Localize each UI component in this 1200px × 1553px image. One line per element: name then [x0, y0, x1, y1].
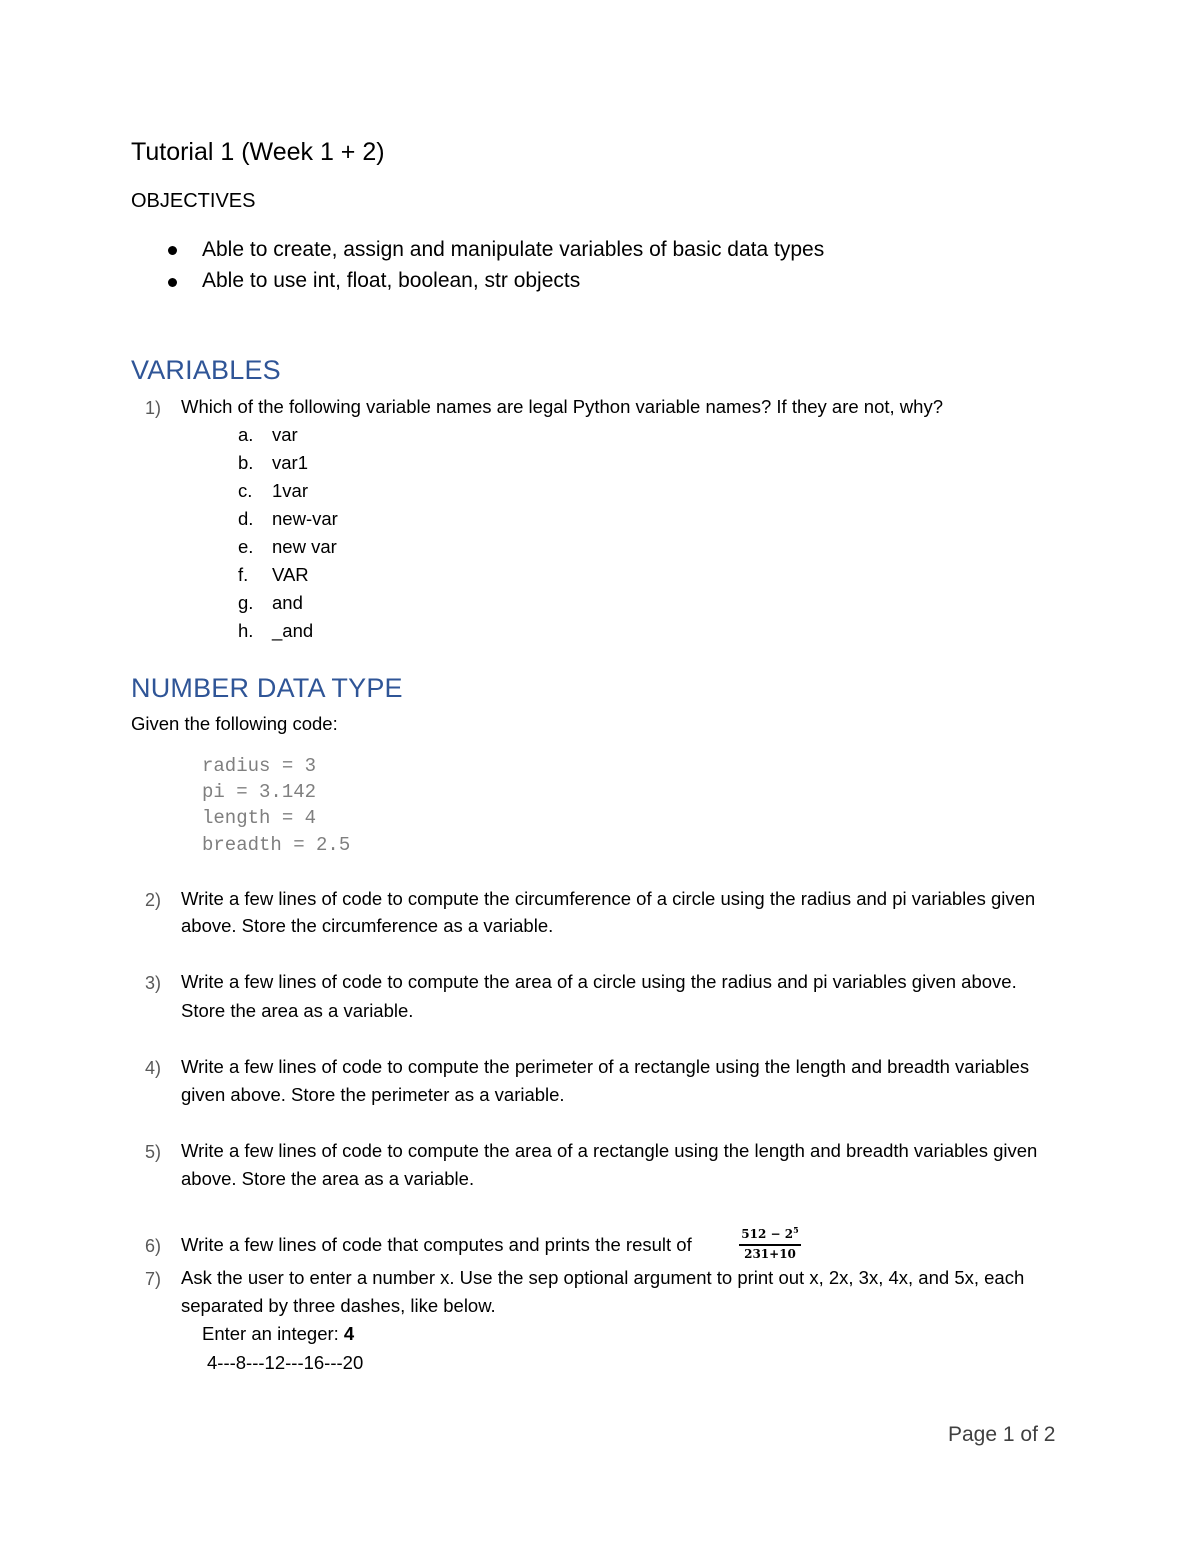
fraction-bar [739, 1244, 801, 1246]
list-item: new-var [272, 508, 338, 529]
question-text: Write a few lines of code to compute the circumference of a circle using the radius and pi variables given [181, 888, 1036, 909]
code-line: pi = 3.142 [202, 781, 317, 803]
list-item: var1 [272, 452, 308, 473]
question-text: Write a few lines of code to compute the perimeter of a rectangle using the length and breadth variables [181, 1056, 1030, 1077]
sample-prompt: Enter an integer: [202, 1323, 344, 1344]
bullet-icon [168, 246, 177, 255]
sample-output: 4---8---12---16---20 [207, 1352, 364, 1373]
question-text: above. Store the circumference as a variable. [181, 915, 554, 936]
question-text: Write a few lines of code to compute the area of a rectangle using the length and breadth variables given [181, 1140, 1038, 1161]
section-heading-variables: VARIABLES [131, 355, 281, 385]
question-text: Which of the following variable names are legal Python variable names? If they are not, why? [181, 396, 943, 417]
question-number: 3) [145, 973, 162, 993]
list-item-letter: d. [238, 508, 254, 529]
sample-input: 4 [343, 1323, 355, 1344]
question-text: Store the area as a variable. [181, 1000, 414, 1021]
question-text: given above. Store the perimeter as a variable. [181, 1084, 565, 1105]
question-number: 7) [145, 1269, 162, 1289]
objectives-heading: OBJECTIVES [131, 190, 256, 212]
code-line: breadth = 2.5 [202, 834, 351, 856]
code-line: radius = 3 [202, 755, 317, 777]
intro-text: Given the following code: [131, 713, 338, 734]
list-item-letter: h. [238, 620, 254, 641]
question-number: 6) [145, 1236, 162, 1256]
fraction-numerator [737, 1225, 803, 1241]
fraction-denominator: 231+10 [744, 1247, 796, 1261]
question-text: Write a few lines of code to compute the area of a circle using the radius and pi variables given above. [181, 971, 1017, 992]
list-item-letter: f. [238, 564, 249, 585]
question-text: Ask the user to enter a number x. Use the sep optional argument to print out x, 2x, 3x, 4x, and 5x, each [181, 1267, 1025, 1288]
list-item-letter: e. [238, 536, 254, 557]
bullet-icon [168, 278, 177, 287]
question-number: 2) [145, 890, 162, 910]
objective-item: Able to create, assign and manipulate variables of basic data types [202, 238, 825, 261]
section-heading-number-data-type: NUMBER DATA TYPE [131, 673, 403, 703]
list-item-letter: b. [238, 452, 254, 473]
page-title: Tutorial 1 (Week 1 + 2) [131, 138, 385, 166]
list-item: and [272, 592, 303, 613]
question-text: separated by three dashes, like below. [181, 1295, 496, 1316]
list-item: var [272, 424, 298, 445]
fraction-numerator-exponent: 5 [793, 1225, 799, 1235]
question-number: 1) [145, 398, 162, 418]
list-item-letter: c. [238, 480, 253, 501]
code-line: length = 4 [202, 807, 317, 829]
list-item: VAR [272, 564, 309, 585]
question-text: above. Store the area as a variable. [181, 1168, 475, 1189]
list-item: 1var [272, 480, 308, 501]
list-item: _and [272, 620, 314, 641]
list-item: new var [272, 536, 337, 557]
sample-input-line [202, 1323, 354, 1345]
question-number: 5) [145, 1142, 162, 1162]
question-number: 4) [145, 1058, 162, 1078]
objective-item: Able to use int, float, boolean, str objects [202, 269, 581, 292]
fraction-numerator-base: 512 − 2 [741, 1227, 794, 1241]
question-text: Write a few lines of code that computes and prints the result of [181, 1234, 692, 1255]
list-item-letter: g. [238, 592, 254, 613]
page-number: Page 1 of 2 [948, 1423, 1056, 1446]
list-item-letter: a. [238, 424, 254, 445]
